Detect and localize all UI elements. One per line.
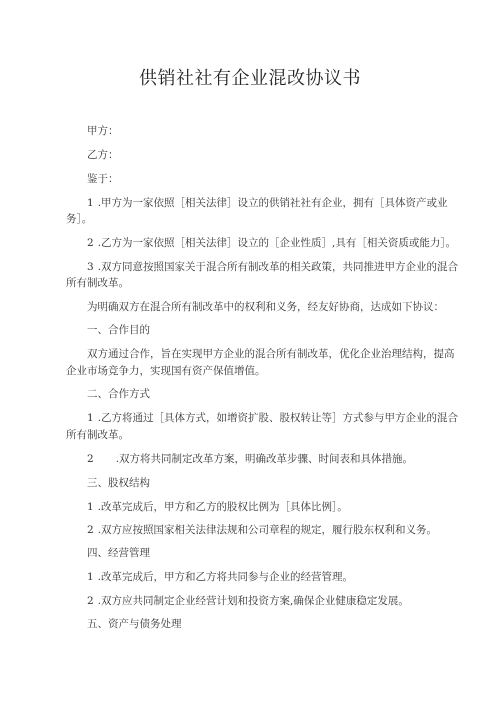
section-2-heading: 二、合作方式 — [87, 388, 150, 400]
section-3-item-1 — [87, 500, 348, 514]
recital-1-number: 1 — [87, 197, 94, 209]
section-4-heading: 四、经营管理 — [87, 547, 150, 559]
recital-3-number: 3 — [87, 261, 94, 273]
section-2-item-1-line-1 — [87, 411, 458, 425]
section-3-item-2 — [87, 523, 437, 537]
section-1-heading: 一、合作目的 — [87, 324, 150, 336]
section-3-heading: 三、股权结构 — [87, 477, 150, 489]
section-4-item-1-number: 1 — [87, 571, 94, 583]
section-3-item-1-number: 1 — [87, 501, 94, 513]
section-4-item-1 — [87, 570, 353, 584]
section-1-para-line-1: 双方通过合作，旨在实现甲方企业的混合所有制改革，优化企业治理结构，提高 — [87, 348, 455, 360]
section-4-item-2-text: .双方应共同制定企业经营计划和投资方案,确保企业健康稳定发展。 — [97, 595, 409, 607]
section-2-item-2-line-1 — [87, 452, 413, 466]
recital-3-text: .双方同意按照国家关于混合所有制改革的相关政策，共同推进甲方企业的混合 — [97, 261, 459, 273]
recital-2-line-1 — [87, 236, 456, 250]
section-2-item-1-text: .乙方将通过［具体方式，如增资扩股、股权转让等］方式参与甲方企业的混合 — [97, 412, 459, 424]
section-2-item-2-number: 2 — [87, 453, 94, 465]
section-4-item-2 — [87, 594, 409, 608]
recital-2-number: 2 — [87, 237, 94, 249]
recital-3-line-1 — [87, 260, 458, 274]
section-5-heading: 五、资产与债务处理 — [87, 618, 182, 630]
section-3-item-1-text: .改革完成后，甲方和乙方的股权比例为［具体比例］。 — [97, 501, 348, 513]
recital-1-line-2: 务］。 — [66, 213, 93, 225]
section-3-item-2-number: 2 — [87, 524, 94, 536]
section-1-para-line-2: 企业市场竞争力，实现国有资产保值增值。 — [66, 365, 266, 377]
recitals-label: 鉴于： — [87, 173, 119, 185]
recital-3-line-2: 所有制改革。 — [66, 277, 129, 289]
section-3-item-2-text: .双方应按照国家相关法律法规和公司章程的规定，履行股东权利和义务。 — [97, 524, 438, 536]
party-b-label: 乙方： — [87, 149, 119, 161]
recital-1-text: .甲方为一家依照［相关法律］设立的供销社社有企业，拥有［具体资产或业 — [97, 197, 448, 209]
recital-1-line-1 — [87, 196, 448, 210]
section-2-item-1-number: 1 — [87, 412, 94, 424]
section-4-item-1-text: .改革完成后，甲方和乙方将共同参与企业的经营管理。 — [97, 571, 354, 583]
intro-paragraph: 为明确双方在混合所有制改革中的权利和义务，经友好协商，达成如下协议： — [87, 301, 444, 313]
recital-2-text: .乙方为一家依照［相关法律］设立的［企业性质］,具有［相关资质或能力］。 — [97, 237, 457, 249]
document-title: 供销社社有企业混改协议书 — [139, 68, 361, 89]
section-2-item-1-line-2: 所有制改革。 — [66, 429, 129, 441]
section-4-item-2-number: 2 — [87, 595, 94, 607]
section-2-item-2-text: .双方将共同制定改革方案，明确改革步骤、时间表和具体措施。 — [115, 453, 414, 465]
party-a-label: 甲方： — [87, 125, 119, 137]
